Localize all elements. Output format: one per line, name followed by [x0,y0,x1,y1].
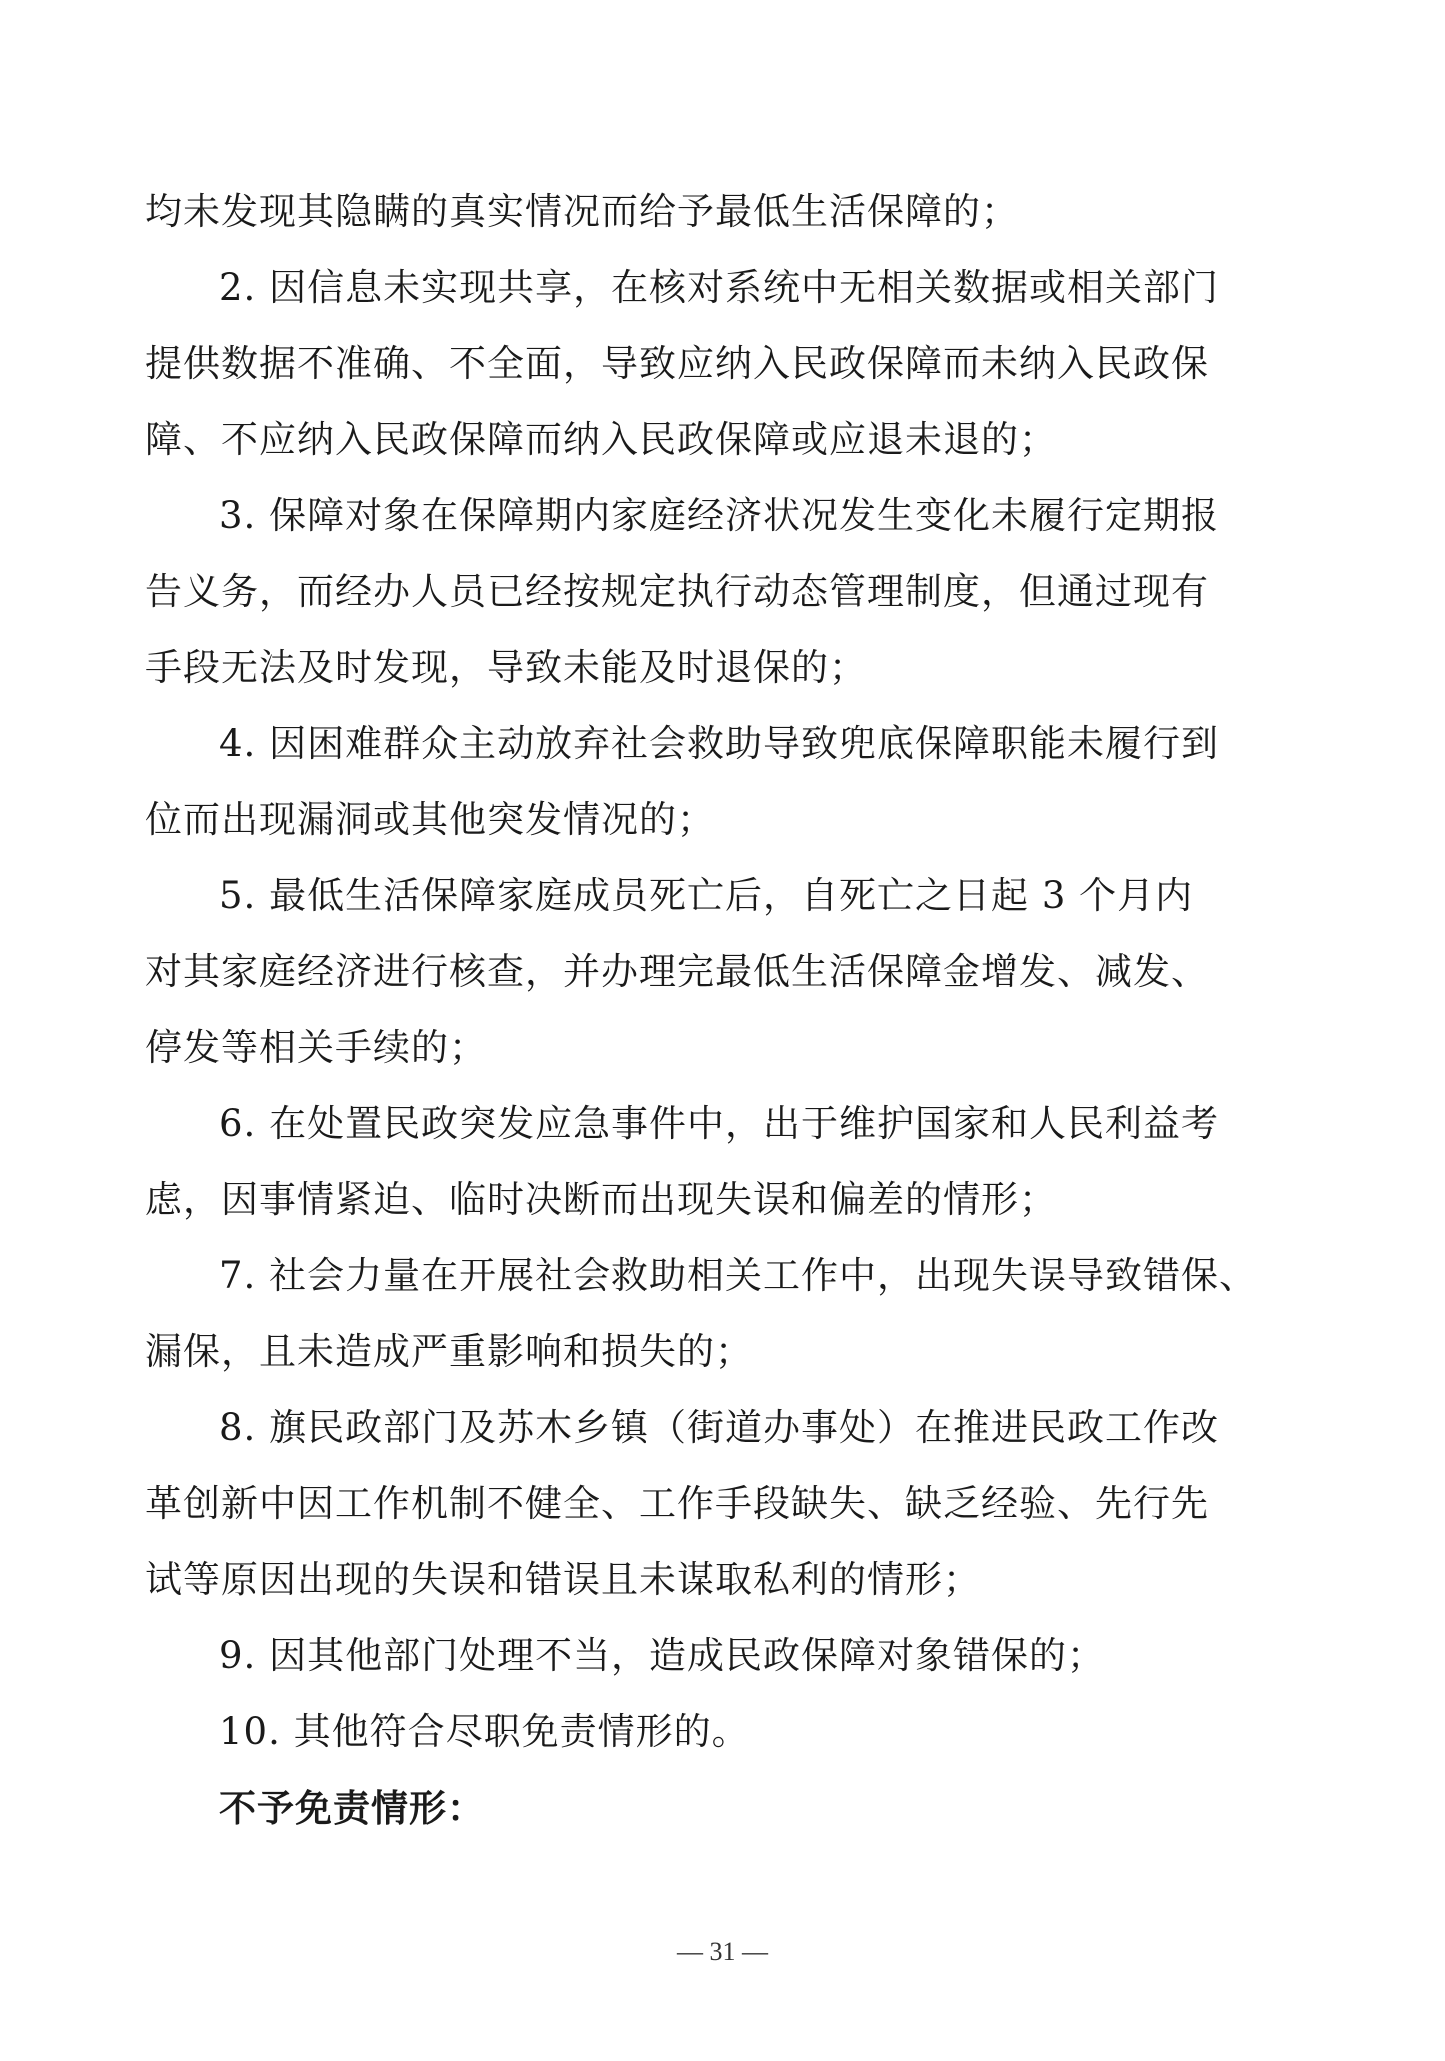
text-line: 均未发现其隐瞒的真实情况而给予最低生活保障的； [145,190,1019,233]
text-line: 7. 社会力量在开展社会救助相关工作中，出现失误导致错保、 [219,1254,1258,1297]
text-line: 停发等相关手续的； [145,1026,487,1069]
text-line: 6. 在处置民政突发应急事件中，出于维护国家和人民利益考 [219,1102,1220,1145]
text-line: 5. 最低生活保障家庭成员死亡后，自死亡之日起 3 个月内 [219,874,1194,917]
text-line: 对其家庭经济进行核查，并办理完最低生活保障金增发、减发、 [145,950,1209,993]
text-line: 位而出现漏洞或其他突发情况的； [145,798,715,841]
text-line: 试等原因出现的失误和错误且未谋取私利的情形； [145,1558,981,1601]
text-line: 提供数据不准确、不全面，导致应纳入民政保障而未纳入民政保 [145,342,1209,385]
text-line: 虑，因事情紧迫、临时决断而出现失误和偏差的情形； [145,1178,1057,1221]
text-line: 障、不应纳入民政保障而纳入民政保障或应退未退的； [145,418,1057,461]
text-line: 8. 旗民政部门及苏木乡镇（街道办事处）在推进民政工作改 [219,1406,1220,1449]
text-line: 4. 因困难群众主动放弃社会救助导致兜底保障职能未履行到 [219,722,1220,765]
text-line: 漏保，且未造成严重影响和损失的； [145,1330,753,1373]
text-line: 告义务，而经办人员已经按规定执行动态管理制度，但通过现有 [145,570,1209,613]
text-line: 2. 因信息未实现共享，在核对系统中无相关数据或相关部门 [219,266,1220,309]
section-heading: 不予免责情形： [219,1786,485,1830]
text-line: 10. 其他符合尽职免责情形的。 [219,1710,750,1753]
text-line: 手段无法及时发现，导致未能及时退保的； [145,646,867,689]
page-number: — 31 — [677,1937,768,1966]
text-line: 3. 保障对象在保障期内家庭经济状况发生变化未履行定期报 [219,494,1220,537]
text-line: 革创新中因工作机制不健全、工作手段缺失、缺乏经验、先行先 [145,1482,1209,1525]
text-line: 9. 因其他部门处理不当，造成民政保障对象错保的； [219,1634,1106,1677]
